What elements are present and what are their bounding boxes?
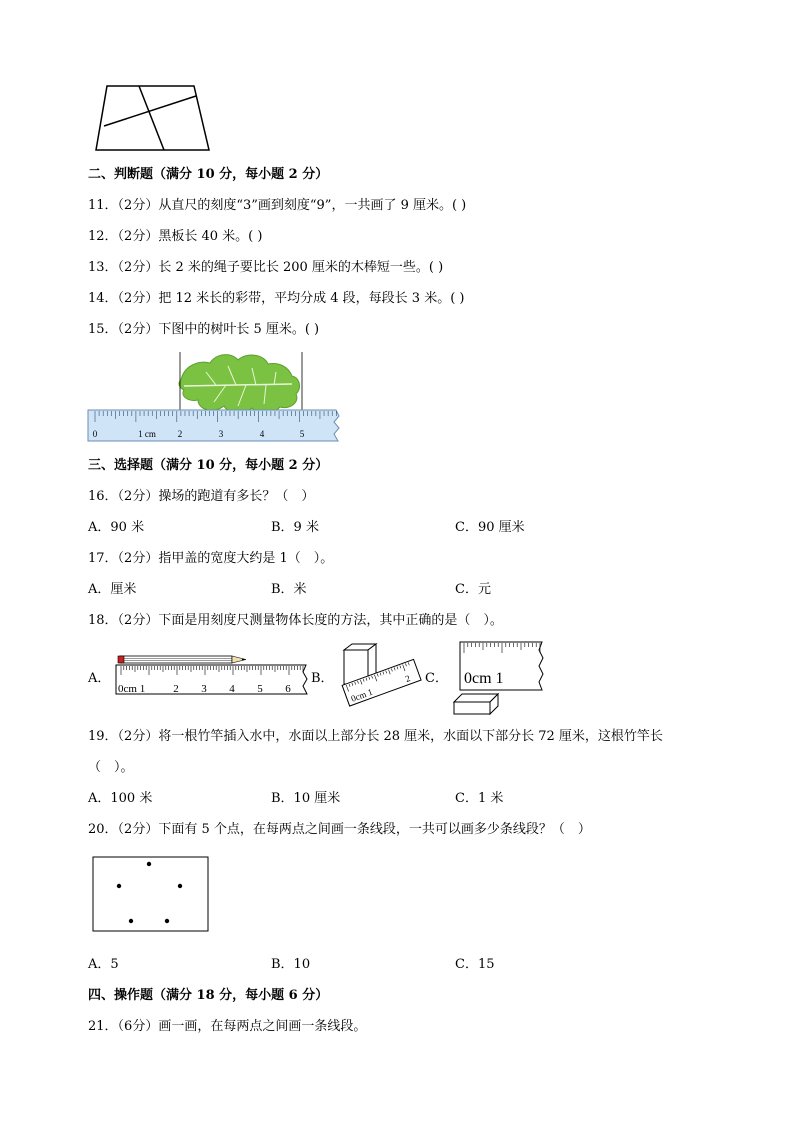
leaf-ruler-figure bbox=[86, 350, 342, 444]
question-11: 11．（2分）从直尺的刻度“3”画到刻度“9”，一共画了 9 厘米。( ) bbox=[88, 198, 467, 213]
q20-option-c[interactable]: C．15 bbox=[455, 957, 495, 972]
question-18: 18．（2分）下面是用刻度尺测量物体长度的方法，其中正确的是（ ）。 bbox=[88, 613, 503, 628]
question-12: 12．（2分）黑板长 40 米。( ) bbox=[88, 229, 263, 244]
leaf-icon bbox=[179, 355, 299, 414]
section-choice-heading: 三、选择题（满分 10 分，每小题 2 分） bbox=[88, 458, 329, 473]
q18-option-c[interactable]: C． bbox=[425, 671, 448, 686]
dot-2 bbox=[117, 884, 121, 888]
five-dots-figure bbox=[92, 856, 210, 932]
ruler-label-1cm: 1 cm bbox=[138, 429, 156, 439]
question-19-line1: 19．（2分）将一根竹竿插入水中，水面以上部分长 28 厘米，水面以下部分长 72 厘米，这根竹竿长 bbox=[88, 729, 663, 744]
question-14: 14．（2分）把 12 米长的彩带，平均分成 4 段，每段长 3 米。( ) bbox=[88, 291, 465, 306]
figure-a-pencil-ruler bbox=[114, 652, 310, 702]
ruler-b-label-start: 0cm 1 bbox=[349, 686, 374, 704]
ruler-label-3: 3 bbox=[218, 429, 224, 439]
question-20: 20．（2分）下面有 5 个点，在每两点之间画一条线段，一共可以画多少条线段？（ ） bbox=[88, 822, 591, 837]
section-operate-heading: 四、操作题（满分 18 分，每小题 6 分） bbox=[88, 988, 329, 1003]
q17-option-a[interactable]: A．厘米 bbox=[88, 582, 137, 597]
q18-option-b[interactable]: B． bbox=[311, 671, 334, 686]
question-21: 21．（6分）画一画，在每两点之间画一条线段。 bbox=[88, 1019, 367, 1034]
ruler-label-5: 5 bbox=[299, 429, 305, 439]
ruler-label-2: 2 bbox=[177, 429, 183, 439]
q17-option-c[interactable]: C．元 bbox=[455, 582, 491, 597]
q19-option-a[interactable]: A．100 米 bbox=[88, 791, 153, 806]
q17-option-b[interactable]: B．米 bbox=[271, 582, 307, 597]
box-icon-c bbox=[454, 694, 498, 714]
q16-option-a[interactable]: A．90 米 bbox=[88, 520, 145, 535]
question-17: 17．（2分）指甲盖的宽度大约是 1（ ）。 bbox=[88, 551, 334, 566]
question-19-line2: （ ）。 bbox=[88, 760, 134, 775]
ruler-label-0: 0 bbox=[92, 429, 98, 439]
ruler-a-label-4: 4 bbox=[229, 683, 235, 695]
q16-option-c[interactable]: C．90 厘米 bbox=[455, 520, 525, 535]
q20-option-a[interactable]: A．5 bbox=[88, 957, 119, 972]
dot-3 bbox=[178, 884, 182, 888]
figure-b-box-tilted-ruler bbox=[336, 642, 422, 702]
ruler-a-label-3: 3 bbox=[201, 683, 207, 695]
question-13: 13．（2分）长 2 米的绳子要比长 200 厘米的木棒短一些。( ) bbox=[88, 260, 444, 275]
ruler-b-label-2: 2 bbox=[403, 673, 412, 684]
figure-c-ruler-box bbox=[450, 640, 548, 718]
ruler-c-label: 0cm 1 bbox=[464, 670, 504, 687]
ruler-a-label-6: 6 bbox=[285, 683, 291, 695]
ruler-label-4: 4 bbox=[259, 429, 265, 439]
dot-5 bbox=[165, 919, 169, 923]
q20-option-b[interactable]: B．10 bbox=[271, 957, 311, 972]
question-16: 16．（2分）操场的跑道有多长？（ ） bbox=[88, 489, 315, 504]
trapezoid-figure bbox=[94, 84, 212, 154]
ruler-a-label-5: 5 bbox=[257, 683, 263, 695]
q19-option-c[interactable]: C．1 米 bbox=[455, 791, 504, 806]
ruler-a-label-start: 0cm 1 bbox=[118, 683, 146, 695]
q16-option-b[interactable]: B．9 米 bbox=[271, 520, 319, 535]
pencil-icon bbox=[118, 656, 246, 663]
question-15: 15．（2分）下图中的树叶长 5 厘米。( ) bbox=[88, 322, 320, 337]
section-judge-heading: 二、判断题（满分 10 分，每小题 2 分） bbox=[88, 167, 329, 182]
ruler-a-label-2: 2 bbox=[173, 683, 179, 695]
dot-1 bbox=[147, 862, 151, 866]
q19-option-b[interactable]: B．10 厘米 bbox=[271, 791, 341, 806]
dot-4 bbox=[129, 919, 133, 923]
q18-option-a[interactable]: A． bbox=[88, 671, 111, 686]
